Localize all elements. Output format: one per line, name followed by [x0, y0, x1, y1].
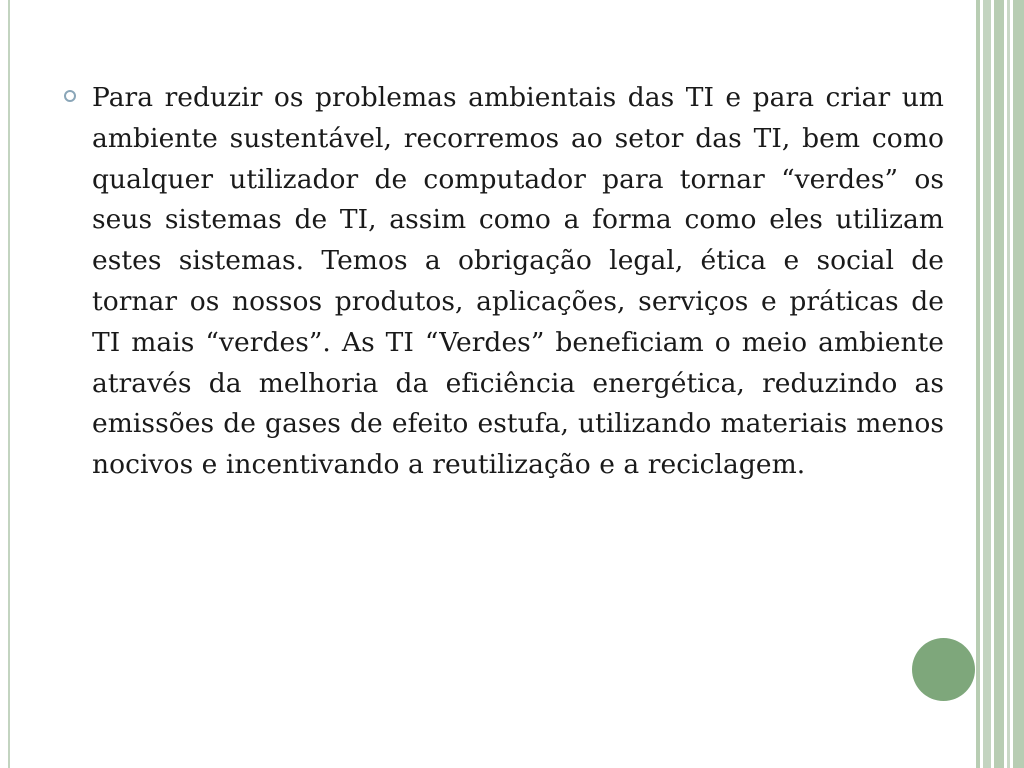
right-decorative-stripe: [983, 0, 991, 768]
right-decorative-stripe: [976, 0, 980, 768]
right-decorative-stripe: [1013, 0, 1024, 768]
decorative-circle: [912, 638, 975, 701]
right-decorative-stripe: [994, 0, 1004, 768]
bullet-paragraph: Para reduzir os problemas ambientais das TI e para criar um ambiente sustentável, recorremos ao setor das TI, bem como qualquer utilizador de computador para tornar “verdes” os seus sistemas de TI, assim como a forma como eles utilizam estes sistemas. Temos a obrigação legal, ética e social de tornar os nossos produtos, aplicações, serviços e práticas de TI mais “verdes”. As TI “Verdes” beneficiam o meio ambiente através da melhoria da eficiência energética, reduzindo as emissões de gases de efeito estufa, utilizando materiais menos nocivos e incentivando a reutilização e a reciclagem.: [92, 82, 944, 481]
right-decorative-stripe: [1007, 0, 1010, 768]
bullet-circle-icon: [64, 90, 76, 102]
left-border-line: [8, 0, 10, 768]
